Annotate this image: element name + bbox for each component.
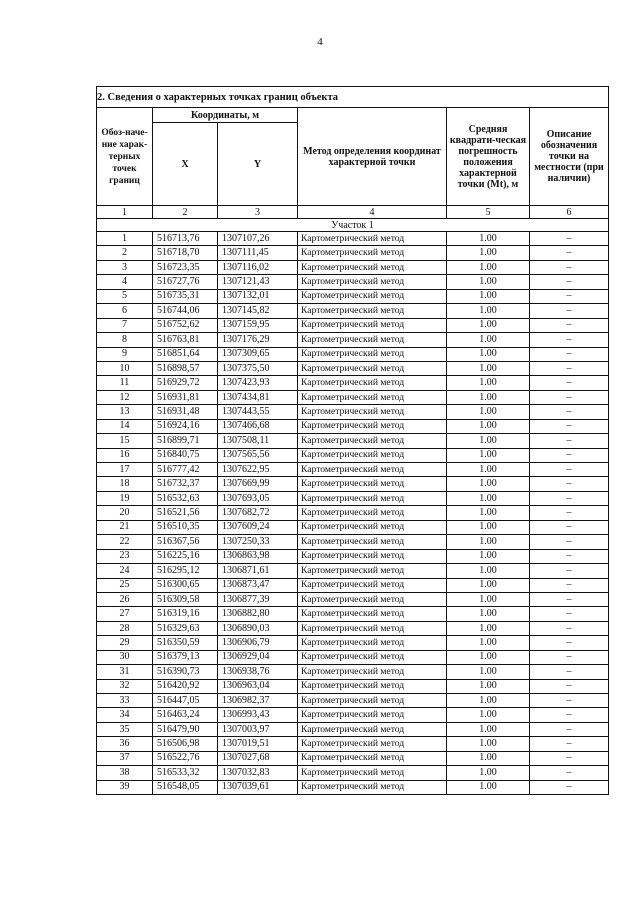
accuracy-cell: 1.00 [447, 448, 530, 462]
point-number-cell: 9 [97, 347, 153, 361]
method-cell: Картометрический метод [298, 578, 447, 592]
method-cell: Картометрический метод [298, 592, 447, 606]
table-row [97, 520, 609, 534]
y-coordinate-cell: 1306873,47 [218, 578, 298, 592]
column-number: 6 [530, 206, 609, 219]
point-number-cell: 30 [97, 650, 153, 664]
point-number-cell: 33 [97, 694, 153, 708]
y-coordinate-cell: 1307682,72 [218, 506, 298, 520]
description-cell: – [530, 650, 609, 664]
description-cell: – [530, 463, 609, 477]
accuracy-cell: 1.00 [447, 333, 530, 347]
description-cell: – [530, 318, 609, 332]
table-row [97, 275, 609, 289]
x-coordinate-cell: 516548,05 [153, 780, 218, 794]
point-number-cell: 19 [97, 491, 153, 505]
y-coordinate-cell: 1306938,76 [218, 665, 298, 679]
description-cell: – [530, 333, 609, 347]
y-coordinate-cell: 1307693,05 [218, 491, 298, 505]
y-coordinate-cell: 1307032,83 [218, 766, 298, 780]
x-coordinate-cell: 516295,12 [153, 564, 218, 578]
accuracy-cell: 1.00 [447, 650, 530, 664]
table-row [97, 694, 609, 708]
accuracy-cell: 1.00 [447, 520, 530, 534]
y-coordinate-cell: 1307159,95 [218, 318, 298, 332]
table-row [97, 650, 609, 664]
point-number-cell: 15 [97, 434, 153, 448]
table-title: 2. Сведения о характерных точках границ объекта [97, 87, 609, 108]
table-row [97, 376, 609, 390]
y-coordinate-cell: 1307132,01 [218, 289, 298, 303]
description-cell: – [530, 679, 609, 693]
method-cell: Картометрический метод [298, 390, 447, 404]
y-coordinate-cell: 1307145,82 [218, 304, 298, 318]
description-cell: – [530, 275, 609, 289]
method-cell: Картометрический метод [298, 333, 447, 347]
accuracy-cell: 1.00 [447, 491, 530, 505]
point-number-cell: 1 [97, 232, 153, 246]
y-coordinate-cell: 1307003,97 [218, 722, 298, 736]
table-row [97, 289, 609, 303]
x-coordinate-cell: 516506,98 [153, 737, 218, 751]
table-row [97, 463, 609, 477]
accuracy-cell: 1.00 [447, 434, 530, 448]
description-cell: – [530, 232, 609, 246]
table-row [97, 448, 609, 462]
point-number-cell: 2 [97, 246, 153, 260]
accuracy-cell: 1.00 [447, 722, 530, 736]
description-cell: – [530, 347, 609, 361]
x-coordinate-cell: 516723,35 [153, 260, 218, 274]
description-cell: – [530, 636, 609, 650]
accuracy-cell: 1.00 [447, 607, 530, 621]
accuracy-cell: 1.00 [447, 780, 530, 794]
x-coordinate-cell: 516522,76 [153, 751, 218, 765]
accuracy-cell: 1.00 [447, 535, 530, 549]
accuracy-cell: 1.00 [447, 304, 530, 318]
method-cell: Картометрический метод [298, 766, 447, 780]
accuracy-cell: 1.00 [447, 621, 530, 635]
x-coordinate-cell: 516532,63 [153, 491, 218, 505]
description-cell: – [530, 621, 609, 635]
x-coordinate-cell: 516931,81 [153, 390, 218, 404]
column-number: 3 [218, 206, 298, 219]
x-coordinate-cell: 516752,62 [153, 318, 218, 332]
y-coordinate-cell: 1306993,43 [218, 708, 298, 722]
header-x: X [153, 123, 218, 206]
accuracy-cell: 1.00 [447, 246, 530, 260]
y-coordinate-cell: 1306929,04 [218, 650, 298, 664]
y-coordinate-cell: 1307375,50 [218, 361, 298, 375]
method-cell: Картометрический метод [298, 636, 447, 650]
accuracy-cell: 1.00 [447, 766, 530, 780]
table-row [97, 506, 609, 520]
y-coordinate-cell: 1306890,03 [218, 621, 298, 635]
y-coordinate-cell: 1307107,26 [218, 232, 298, 246]
table-row [97, 766, 609, 780]
accuracy-cell: 1.00 [447, 665, 530, 679]
description-cell: – [530, 491, 609, 505]
method-cell: Картометрический метод [298, 564, 447, 578]
x-coordinate-cell: 516763,81 [153, 333, 218, 347]
point-number-cell: 18 [97, 477, 153, 491]
table-row [97, 304, 609, 318]
x-coordinate-cell: 516840,75 [153, 448, 218, 462]
method-cell: Картометрический метод [298, 232, 447, 246]
point-number-cell: 16 [97, 448, 153, 462]
x-coordinate-cell: 516929,72 [153, 376, 218, 390]
point-number-cell: 37 [97, 751, 153, 765]
boundary-points-table [96, 86, 609, 795]
description-cell: – [530, 694, 609, 708]
x-coordinate-cell: 516309,58 [153, 592, 218, 606]
description-cell: – [530, 289, 609, 303]
x-coordinate-cell: 516735,31 [153, 289, 218, 303]
accuracy-cell: 1.00 [447, 694, 530, 708]
description-cell: – [530, 376, 609, 390]
table-row [97, 751, 609, 765]
x-coordinate-cell: 516521,56 [153, 506, 218, 520]
x-coordinate-cell: 516300,65 [153, 578, 218, 592]
x-coordinate-cell: 516777,42 [153, 463, 218, 477]
table-row [97, 260, 609, 274]
x-coordinate-cell: 516718,70 [153, 246, 218, 260]
point-number-cell: 7 [97, 318, 153, 332]
table-row [97, 549, 609, 563]
description-cell: – [530, 549, 609, 563]
x-coordinate-cell: 516744,06 [153, 304, 218, 318]
y-coordinate-cell: 1307466,68 [218, 419, 298, 433]
header-point-designation: Обоз-наче-ние харак-терных точек границ [97, 108, 153, 206]
method-cell: Картометрический метод [298, 535, 447, 549]
y-coordinate-cell: 1306863,98 [218, 549, 298, 563]
method-cell: Картометрический метод [298, 665, 447, 679]
point-number-cell: 22 [97, 535, 153, 549]
description-cell: – [530, 448, 609, 462]
description-cell: – [530, 260, 609, 274]
x-coordinate-cell: 516319,16 [153, 607, 218, 621]
accuracy-cell: 1.00 [447, 708, 530, 722]
point-number-cell: 25 [97, 578, 153, 592]
column-number: 2 [153, 206, 218, 219]
point-number-cell: 11 [97, 376, 153, 390]
x-coordinate-cell: 516713,76 [153, 232, 218, 246]
table-row [97, 405, 609, 419]
method-cell: Картометрический метод [298, 506, 447, 520]
point-number-cell: 38 [97, 766, 153, 780]
method-cell: Картометрический метод [298, 347, 447, 361]
x-coordinate-cell: 516420,92 [153, 679, 218, 693]
x-coordinate-cell: 516367,56 [153, 535, 218, 549]
description-cell: – [530, 607, 609, 621]
method-cell: Картометрический метод [298, 477, 447, 491]
table-row [97, 318, 609, 332]
point-number-cell: 6 [97, 304, 153, 318]
y-coordinate-cell: 1307434,81 [218, 390, 298, 404]
header-y: Y [218, 123, 298, 206]
x-coordinate-cell: 516329,63 [153, 621, 218, 635]
y-coordinate-cell: 1306871,61 [218, 564, 298, 578]
y-coordinate-cell: 1307309,65 [218, 347, 298, 361]
table-row [97, 722, 609, 736]
table-row [97, 477, 609, 491]
y-coordinate-cell: 1307027,68 [218, 751, 298, 765]
x-coordinate-cell: 516463,24 [153, 708, 218, 722]
description-cell: – [530, 246, 609, 260]
y-coordinate-cell: 1307176,29 [218, 333, 298, 347]
table-row [97, 665, 609, 679]
table-row [97, 361, 609, 375]
accuracy-cell: 1.00 [447, 679, 530, 693]
column-number: 1 [97, 206, 153, 219]
x-coordinate-cell: 516898,57 [153, 361, 218, 375]
y-coordinate-cell: 1306882,80 [218, 607, 298, 621]
y-coordinate-cell: 1307111,45 [218, 246, 298, 260]
description-cell: – [530, 361, 609, 375]
method-cell: Картометрический метод [298, 520, 447, 534]
method-cell: Картометрический метод [298, 376, 447, 390]
y-coordinate-cell: 1307121,43 [218, 275, 298, 289]
y-coordinate-cell: 1307622,95 [218, 463, 298, 477]
section-label: Участок 1 [97, 219, 609, 232]
point-number-cell: 32 [97, 679, 153, 693]
accuracy-cell: 1.00 [447, 318, 530, 332]
accuracy-cell: 1.00 [447, 347, 530, 361]
x-coordinate-cell: 516510,35 [153, 520, 218, 534]
y-coordinate-cell: 1307423,93 [218, 376, 298, 390]
accuracy-cell: 1.00 [447, 506, 530, 520]
accuracy-cell: 1.00 [447, 737, 530, 751]
point-number-cell: 28 [97, 621, 153, 635]
point-number-cell: 8 [97, 333, 153, 347]
accuracy-cell: 1.00 [447, 419, 530, 433]
accuracy-cell: 1.00 [447, 275, 530, 289]
method-cell: Картометрический метод [298, 621, 447, 635]
header-accuracy: Средняя квадрати-ческая погрешность положения характерной точки (Mt), м [447, 108, 530, 206]
x-coordinate-cell: 516479,90 [153, 722, 218, 736]
table-row [97, 737, 609, 751]
x-coordinate-cell: 516390,73 [153, 665, 218, 679]
header-coordinates: Координаты, м [153, 108, 298, 123]
description-cell: – [530, 304, 609, 318]
y-coordinate-cell: 1307116,02 [218, 260, 298, 274]
description-cell: – [530, 766, 609, 780]
description-cell: – [530, 434, 609, 448]
page-number: 4 [317, 36, 323, 48]
table-row [97, 780, 609, 794]
method-cell: Картометрический метод [298, 650, 447, 664]
y-coordinate-cell: 1307669,99 [218, 477, 298, 491]
description-cell: – [530, 780, 609, 794]
x-coordinate-cell: 516350,59 [153, 636, 218, 650]
table-row [97, 636, 609, 650]
point-number-cell: 10 [97, 361, 153, 375]
y-coordinate-cell: 1306982,37 [218, 694, 298, 708]
accuracy-cell: 1.00 [447, 390, 530, 404]
description-cell: – [530, 592, 609, 606]
x-coordinate-cell: 516225,16 [153, 549, 218, 563]
accuracy-cell: 1.00 [447, 376, 530, 390]
method-cell: Картометрический метод [298, 275, 447, 289]
method-cell: Картометрический метод [298, 549, 447, 563]
x-coordinate-cell: 516924,16 [153, 419, 218, 433]
method-cell: Картометрический метод [298, 246, 447, 260]
method-cell: Картометрический метод [298, 448, 447, 462]
table-row [97, 491, 609, 505]
table-row [97, 419, 609, 433]
method-cell: Картометрический метод [298, 491, 447, 505]
table-body [97, 232, 609, 795]
point-number-cell: 35 [97, 722, 153, 736]
accuracy-cell: 1.00 [447, 549, 530, 563]
column-number: 4 [298, 206, 447, 219]
accuracy-cell: 1.00 [447, 564, 530, 578]
table-row [97, 347, 609, 361]
accuracy-cell: 1.00 [447, 636, 530, 650]
y-coordinate-cell: 1307443,55 [218, 405, 298, 419]
method-cell: Картометрический метод [298, 780, 447, 794]
description-cell: – [530, 419, 609, 433]
point-number-cell: 4 [97, 275, 153, 289]
table-row [97, 621, 609, 635]
accuracy-cell: 1.00 [447, 289, 530, 303]
method-cell: Картометрический метод [298, 679, 447, 693]
description-cell: – [530, 405, 609, 419]
description-cell: – [530, 390, 609, 404]
accuracy-cell: 1.00 [447, 578, 530, 592]
accuracy-cell: 1.00 [447, 260, 530, 274]
description-cell: – [530, 665, 609, 679]
point-number-cell: 31 [97, 665, 153, 679]
table-row [97, 708, 609, 722]
method-cell: Картометрический метод [298, 260, 447, 274]
method-cell: Картометрический метод [298, 405, 447, 419]
point-number-cell: 23 [97, 549, 153, 563]
method-cell: Картометрический метод [298, 463, 447, 477]
description-cell: – [530, 535, 609, 549]
method-cell: Картометрический метод [298, 361, 447, 375]
point-number-cell: 26 [97, 592, 153, 606]
header-method: Метод определения координат характерной точки [298, 108, 447, 206]
y-coordinate-cell: 1307508,11 [218, 434, 298, 448]
point-number-cell: 17 [97, 463, 153, 477]
table-row [97, 246, 609, 260]
description-cell: – [530, 564, 609, 578]
x-coordinate-cell: 516533,32 [153, 766, 218, 780]
header-description: Описание обозначения точки на местности (при наличии) [530, 108, 609, 206]
method-cell: Картометрический метод [298, 607, 447, 621]
table-row [97, 333, 609, 347]
y-coordinate-cell: 1306963,04 [218, 679, 298, 693]
x-coordinate-cell: 516379,13 [153, 650, 218, 664]
accuracy-cell: 1.00 [447, 361, 530, 375]
table-row [97, 535, 609, 549]
accuracy-cell: 1.00 [447, 405, 530, 419]
table-row [97, 564, 609, 578]
description-cell: – [530, 520, 609, 534]
column-number: 5 [447, 206, 530, 219]
point-number-cell: 20 [97, 506, 153, 520]
point-number-cell: 27 [97, 607, 153, 621]
method-cell: Картометрический метод [298, 737, 447, 751]
point-number-cell: 34 [97, 708, 153, 722]
method-cell: Картометрический метод [298, 318, 447, 332]
x-coordinate-cell: 516727,76 [153, 275, 218, 289]
method-cell: Картометрический метод [298, 708, 447, 722]
x-coordinate-cell: 516732,37 [153, 477, 218, 491]
point-number-cell: 29 [97, 636, 153, 650]
method-cell: Картометрический метод [298, 304, 447, 318]
x-coordinate-cell: 516851,64 [153, 347, 218, 361]
accuracy-cell: 1.00 [447, 477, 530, 491]
point-number-cell: 39 [97, 780, 153, 794]
description-cell: – [530, 578, 609, 592]
point-number-cell: 14 [97, 419, 153, 433]
table-row [97, 607, 609, 621]
description-cell: – [530, 751, 609, 765]
accuracy-cell: 1.00 [447, 232, 530, 246]
point-number-cell: 21 [97, 520, 153, 534]
method-cell: Картометрический метод [298, 434, 447, 448]
y-coordinate-cell: 1307250,33 [218, 535, 298, 549]
description-cell: – [530, 506, 609, 520]
y-coordinate-cell: 1306877,39 [218, 592, 298, 606]
y-coordinate-cell: 1307039,61 [218, 780, 298, 794]
point-number-cell: 24 [97, 564, 153, 578]
description-cell: – [530, 477, 609, 491]
x-coordinate-cell: 516931,48 [153, 405, 218, 419]
description-cell: – [530, 708, 609, 722]
method-cell: Картометрический метод [298, 289, 447, 303]
column-number-row [97, 206, 609, 219]
table-row [97, 434, 609, 448]
table-row [97, 679, 609, 693]
point-number-cell: 13 [97, 405, 153, 419]
table-row [97, 578, 609, 592]
y-coordinate-cell: 1307609,24 [218, 520, 298, 534]
y-coordinate-cell: 1307019,51 [218, 737, 298, 751]
point-number-cell: 5 [97, 289, 153, 303]
x-coordinate-cell: 516447,05 [153, 694, 218, 708]
method-cell: Картометрический метод [298, 722, 447, 736]
description-cell: – [530, 737, 609, 751]
table-row [97, 232, 609, 246]
y-coordinate-cell: 1306906,79 [218, 636, 298, 650]
table-row [97, 592, 609, 606]
point-number-cell: 3 [97, 260, 153, 274]
accuracy-cell: 1.00 [447, 592, 530, 606]
method-cell: Картометрический метод [298, 419, 447, 433]
x-coordinate-cell: 516899,71 [153, 434, 218, 448]
description-cell: – [530, 722, 609, 736]
method-cell: Картометрический метод [298, 751, 447, 765]
y-coordinate-cell: 1307565,56 [218, 448, 298, 462]
point-number-cell: 36 [97, 737, 153, 751]
method-cell: Картометрический метод [298, 694, 447, 708]
accuracy-cell: 1.00 [447, 463, 530, 477]
point-number-cell: 12 [97, 390, 153, 404]
accuracy-cell: 1.00 [447, 751, 530, 765]
table-row [97, 390, 609, 404]
